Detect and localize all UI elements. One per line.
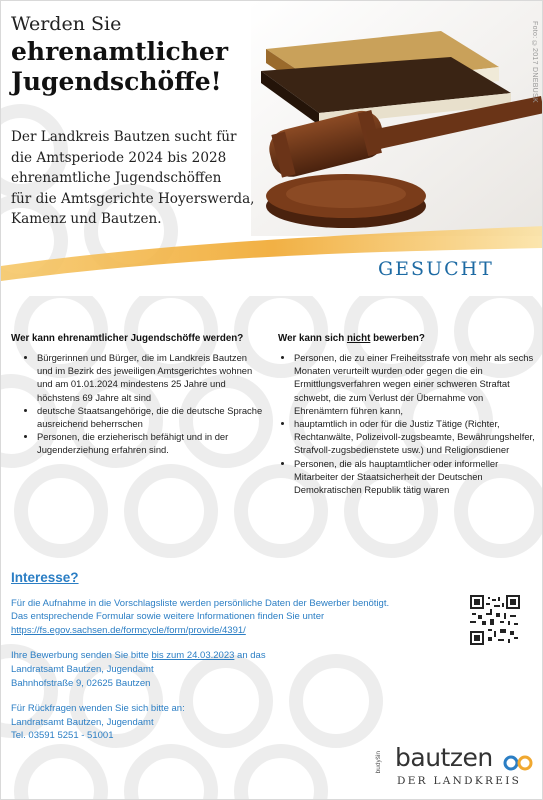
list-item: • Bürgerinnen und Bürger, die im Landkreis Bautzen und im Bezirk des jeweiligen Amtsgerichtes wohnen und am 01.01.2024 mindestens 25 Jahre und höchstens 69 Jahre alt sind xyxy=(37,351,263,404)
exclusion-list xyxy=(278,351,536,496)
logo-name: bautzen xyxy=(395,743,493,772)
address-line: Bahnhofstraße 9, 02625 Bautzen xyxy=(11,677,151,689)
list-item: • Personen, die erzieherisch befähigt und in der Jugenderziehung erfahren sind. xyxy=(37,430,263,456)
info-line: an das xyxy=(234,650,266,662)
submission-info xyxy=(11,649,456,690)
list-item: • deutsche Staatsangehörige, die die deutsche Sprache ausreichend beherrschen xyxy=(37,404,263,430)
eligibility-heading: Wer kann ehrenamtlicher Jugendschöffe werden? xyxy=(11,333,244,344)
logo-sorbian-name: budyšin xyxy=(375,751,382,774)
heading-not: nicht xyxy=(346,333,371,344)
deadline: bis zum 24.03.2023 xyxy=(151,650,235,662)
heading-part: bewerben? xyxy=(370,333,425,344)
info-line: Ihre Bewerbung senden Sie bitte xyxy=(11,650,152,662)
contact-phone: Tel. 03591 5251 - 51001 xyxy=(11,730,114,742)
logo-rings-icon xyxy=(503,753,535,773)
gesucht-banner-text: GESUCHT xyxy=(378,258,494,280)
headline xyxy=(11,11,281,97)
headline-line-1: Werden Sie xyxy=(11,13,122,35)
exclusion-heading xyxy=(278,332,536,345)
contact-line: Für Rückfragen wenden Sie sich bitte an: xyxy=(11,703,185,715)
form-link[interactable]: https://fs.egov.sachsen.de/formcycle/form/provide/4391/ xyxy=(11,624,246,636)
intro-line: für die Amtsgerichte Hoyerswerda, xyxy=(11,190,255,207)
intro-line: die Amtsperiode 2024 bis 2028 xyxy=(11,149,227,166)
list-item: • hauptamtlich in oder für die Justiz Tätige (Richter, Rechtanwälte, Polizeivoll-zugsbeamte, Bewährungshelfer, Strafvoll-zugsbedienstete usw.) und Religionsdiener xyxy=(294,417,536,457)
headline-line-2: ehrenamtlicher xyxy=(11,37,229,66)
landkreis-bautzen-logo xyxy=(375,745,535,795)
logo-subtitle: DER LANDKREIS xyxy=(397,775,522,787)
contact-info xyxy=(11,702,456,743)
eligibility-list xyxy=(11,351,263,457)
intro-line: Der Landkreis Bautzen sucht für xyxy=(11,129,237,145)
info-line: Für die Aufnahme in die Vorschlagsliste werden persönliche Daten der Bewerber benötigt. xyxy=(11,597,390,609)
address-line: Landratsamt Bautzen, Jugendamt xyxy=(11,663,154,675)
eligibility-section xyxy=(11,332,263,457)
photo-credit: Foto: ©2017 DNEBUSK xyxy=(531,21,538,103)
orange-swoosh-banner xyxy=(1,196,543,296)
heading-part: Wer kann sich xyxy=(278,333,347,344)
headline-line-3: Jugendschöffe! xyxy=(11,67,222,96)
list-item: • Personen, die als hauptamtlicher oder informeller Mitarbeiter der Staatsicherheit der Deutschen Demokratischen Republik tätig waren xyxy=(294,457,536,497)
info-line: Das entsprechende Formular sowie weitere Informationen finden Sie unter xyxy=(11,611,325,623)
intro-line: ehrenamtliche Jugendschöffen xyxy=(11,170,222,187)
contact-line: Landratsamt Bautzen, Jugendamt xyxy=(11,716,154,728)
list-item: • Personen, die zu einer Freiheitsstrafe von mehr als sechs Monaten verurteilt wurden oder gegen die ein Ermittlungsverfahren wegen einer schweren Straftat schwebt, die zum Verlust der Übernahme von Ehrenämtern führen kann, xyxy=(294,351,536,417)
interest-section xyxy=(11,571,456,755)
intro-line: Kamenz und Bautzen. xyxy=(11,211,162,228)
qr-code[interactable] xyxy=(470,595,520,645)
exclusion-section xyxy=(278,332,536,496)
application-info xyxy=(11,597,456,638)
interest-heading: Interesse? xyxy=(11,570,79,585)
